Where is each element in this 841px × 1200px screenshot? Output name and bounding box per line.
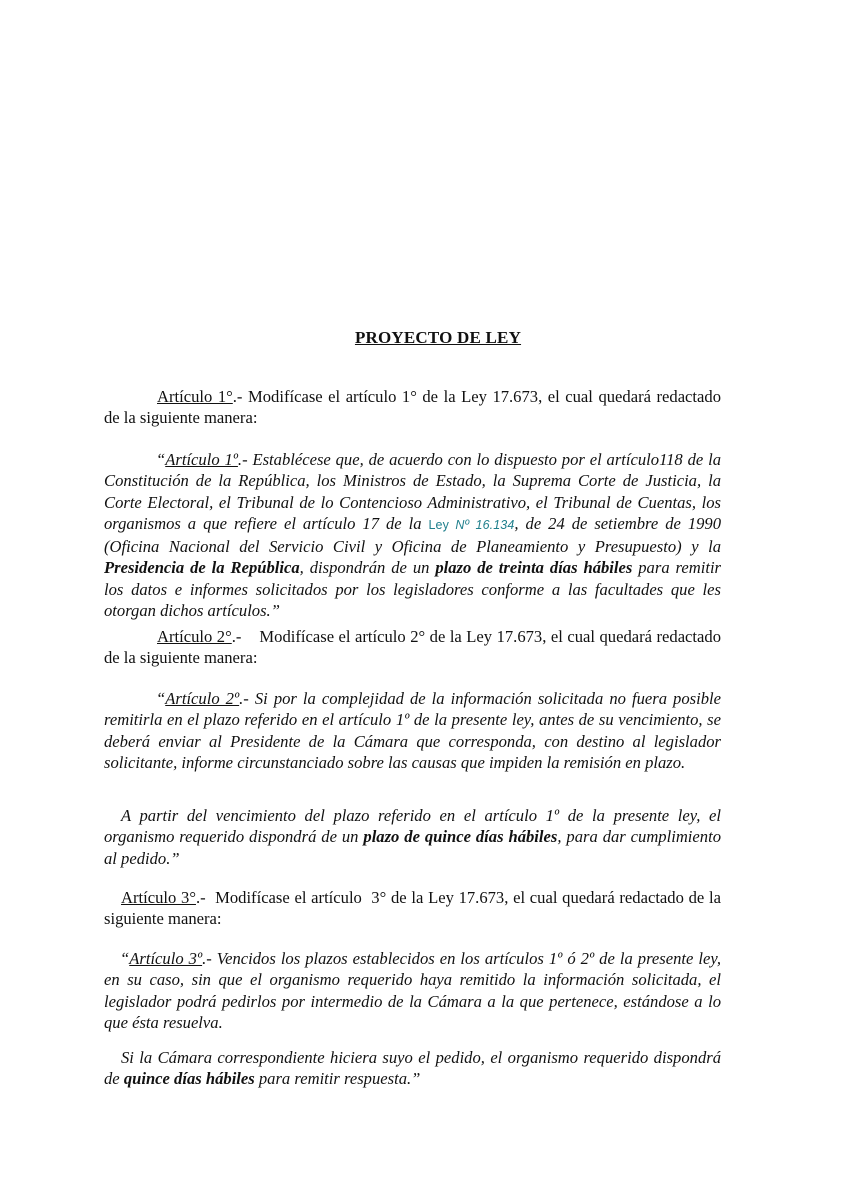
article-2-quote-open: “ bbox=[156, 689, 166, 708]
article-2-para2-b: , para dar cumplimiento al pedido.” bbox=[104, 827, 721, 868]
article-2-quote-label: Artículo 2º bbox=[165, 689, 240, 708]
article-3-quote-label: Artículo 3º bbox=[129, 949, 203, 968]
article-1-quote-text-a: .- Establécese que, de acuerdo con lo dispuesto por el artículo118 de la Constitución de la República, los Ministros de Estado, la Suprema Corte de Justicia, la Corte Electoral, el Tribunal de lo Contencioso Administrativo, el Tribunal de Cuentas, los organismos a que refiere el artículo 17 de la bbox=[104, 450, 721, 533]
article-1-quote bbox=[104, 449, 721, 621]
article-1-label: Artículo 1° bbox=[157, 387, 233, 406]
article-3-para2-a: Si la Cámara correspondiente hiciera suyo el pedido, el organismo requerido dispondrá de bbox=[104, 1048, 721, 1089]
article-1-bold-presidencia: Presidencia de la República bbox=[104, 558, 300, 578]
article-2-quote-paragraph-2 bbox=[104, 805, 721, 869]
article-1-quote-label: Artículo 1º bbox=[165, 450, 238, 469]
article-2-para2-a: A partir del vencimiento del plazo referido en el artículo 1º de la presente ley, el organismo requerido dispondrá de un bbox=[104, 806, 721, 847]
article-1-quote-text-b: , de 24 de setiembre de 1990 (Oficina Nacional del Servicio Civil y Oficina de Planeamiento y Presupuesto) y la bbox=[104, 513, 722, 557]
article-2-quote-text: .- Si por la complejidad de la información solicitada no fuera posible remitirla en el plazo referido en el artículo 1º de la presente ley, antes de su vencimiento, se deberá enviar al Presidente de la Cámara que corresponda, con destino al legislador solicitante, informe circunstanciado sobre las causas que impiden la remisión en plazo. bbox=[104, 689, 721, 772]
article-2-label: Artículo 2° bbox=[157, 627, 232, 646]
article-3-para2-b: para remitir respuesta.” bbox=[254, 1069, 421, 1089]
article-2-quote bbox=[104, 688, 721, 773]
article-2-intro bbox=[104, 626, 726, 669]
article-3-text: .- Modifícase el artículo 3° de la Ley 17.673, el cual quedará redactado de la siguiente manera: bbox=[104, 888, 726, 929]
article-1-quote-text-d: para remitir los datos e informes solicitados por los legisladores conforme a las facultades que les otorgan dichos artículos.” bbox=[104, 558, 722, 621]
article-1-text: .- Modifícase el artículo 1° de la Ley 17.673, el cual quedará redactado de la siguiente manera: bbox=[104, 387, 721, 428]
article-3-quote bbox=[104, 948, 721, 1033]
article-3-intro bbox=[104, 887, 726, 930]
law-reference-link[interactable]: Ley Nº 16.134 bbox=[428, 517, 515, 532]
article-3-quote-paragraph-2 bbox=[104, 1047, 721, 1090]
article-3-quote-open: “ bbox=[120, 949, 130, 968]
article-3-quote-text: .- Vencidos los plazos establecidos en los artículos 1º ó 2º de la presente ley, en su caso, sin que el organismo requerido haya remitido la información solicitada, el legislador podrá pedirlos por intermedio de la Cámara a la que pertenece, estándose a lo que ésta resuelva. bbox=[104, 949, 721, 1032]
article-1-bold-plazo: plazo de treinta días hábiles bbox=[435, 558, 633, 578]
article-1-quote-text-c: , dispondrán de un bbox=[299, 558, 436, 578]
article-3-para2-bold: quince días hábiles bbox=[123, 1069, 255, 1089]
article-2-para2-bold: plazo de quince días hábiles bbox=[363, 827, 558, 847]
document-title: PROYECTO DE LEY bbox=[354, 328, 522, 347]
article-3-label: Artículo 3° bbox=[121, 888, 196, 907]
article-1-quote-open: “ bbox=[156, 450, 166, 469]
article-2-text: .- Modifícase el artículo 2° de la Ley 17.673, el cual quedará redactado de la siguiente manera: bbox=[104, 627, 726, 668]
article-1-intro bbox=[104, 386, 721, 429]
